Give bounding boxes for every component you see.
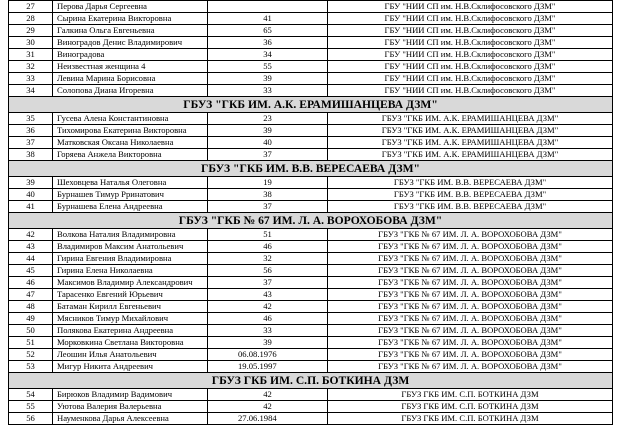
organization-name: ГБУЗ "ГКБ № 67 ИМ. Л. А. ВОРОХОБОВА ДЗМ" xyxy=(328,325,613,337)
row-number: 44 xyxy=(9,253,53,265)
age-value: 43 xyxy=(208,289,328,301)
age-value: 37 xyxy=(208,149,328,161)
person-name: Морковкина Светлана Викторовна xyxy=(53,337,208,349)
person-name: Батаман Кирилл Евгеньевич xyxy=(53,301,208,313)
person-name: Волкова Наталия Владимировна xyxy=(53,229,208,241)
section-header-row xyxy=(9,161,613,177)
table-row xyxy=(9,277,613,289)
birth-date: 19.05.1997 xyxy=(208,361,328,373)
organization-name: ГБУЗ "ГКБ № 67 ИМ. Л. А. ВОРОХОБОВА ДЗМ" xyxy=(328,229,613,241)
person-name: Бирюков Владимир Вадимович xyxy=(53,389,208,401)
row-number: 38 xyxy=(9,149,53,161)
organization-name: ГБУЗ "ГКБ ИМ. В.В. ВЕРЕСАЕВА ДЗМ" xyxy=(328,201,613,213)
table-row xyxy=(9,201,613,213)
table-row xyxy=(9,349,613,361)
person-name: Максимов Владимир Александрович xyxy=(53,277,208,289)
organization-name: ГБУЗ "ГКБ ИМ. В.В. ВЕРЕСАЕВА ДЗМ" xyxy=(328,177,613,189)
organization-name: ГБУ "НИИ СП им. Н.В.Склифосовского ДЗМ" xyxy=(328,37,613,49)
table-row xyxy=(9,25,613,37)
organization-name: ГБУЗ "ГКБ ИМ. А.К. ЕРАМИШАНЦЕВА ДЗМ" xyxy=(328,149,613,161)
row-number: 31 xyxy=(9,49,53,61)
age-value: 55 xyxy=(208,61,328,73)
organization-name: ГБУЗ "ГКБ ИМ. В.В. ВЕРЕСАЕВА ДЗМ" xyxy=(328,189,613,201)
person-name: Владимиров Максим Анатольевич xyxy=(53,241,208,253)
age-value: 37 xyxy=(208,201,328,213)
table-row xyxy=(9,413,613,425)
age-value: 38 xyxy=(208,189,328,201)
person-name: Леошин Илья Анатольевич xyxy=(53,349,208,361)
table-row xyxy=(9,73,613,85)
organization-name: ГБУЗ "ГКБ № 67 ИМ. Л. А. ВОРОХОБОВА ДЗМ" xyxy=(328,265,613,277)
organization-name: ГБУЗ ГКБ ИМ. С.П. БОТКИНА ДЗМ xyxy=(328,401,613,413)
row-number: 48 xyxy=(9,301,53,313)
table-row xyxy=(9,301,613,313)
organization-name: ГБУ "НИИ СП им. Н.В.Склифосовского ДЗМ" xyxy=(328,61,613,73)
age-value: 65 xyxy=(208,25,328,37)
table-row xyxy=(9,149,613,161)
row-number: 33 xyxy=(9,73,53,85)
section-header-row xyxy=(9,213,613,229)
table-row xyxy=(9,49,613,61)
table-row xyxy=(9,85,613,97)
table-row xyxy=(9,229,613,241)
person-name: Тарасенко Евгений Юрьевич xyxy=(53,289,208,301)
table-row xyxy=(9,265,613,277)
table-row xyxy=(9,177,613,189)
age-value: 46 xyxy=(208,313,328,325)
table-row xyxy=(9,313,613,325)
row-number: 39 xyxy=(9,177,53,189)
person-name: Бурнашева Елена Андреевна xyxy=(53,201,208,213)
organization-name: ГБУ "НИИ СП им. Н.В.Склифосовского ДЗМ" xyxy=(328,49,613,61)
table-row xyxy=(9,253,613,265)
person-name: Сырина Екатерина Викторовна xyxy=(53,13,208,25)
age-value: 39 xyxy=(208,73,328,85)
age-value xyxy=(208,1,328,13)
section-header: ГБУЗ "ГКБ ИМ. В.В. ВЕРЕСАЕВА ДЗМ" xyxy=(9,161,613,177)
person-name: Полякова Екатерина Андреевна xyxy=(53,325,208,337)
birth-date: 27.06.1984 xyxy=(208,413,328,425)
row-number: 34 xyxy=(9,85,53,97)
age-value: 42 xyxy=(208,389,328,401)
row-number: 37 xyxy=(9,137,53,149)
organization-name: ГБУ "НИИ СП им. Н.В.Склифосовского ДЗМ" xyxy=(328,25,613,37)
age-value: 19 xyxy=(208,177,328,189)
person-name: Виноградова xyxy=(53,49,208,61)
row-number: 55 xyxy=(9,401,53,413)
row-number: 46 xyxy=(9,277,53,289)
age-value: 42 xyxy=(208,401,328,413)
age-value: 46 xyxy=(208,241,328,253)
document-sheet xyxy=(8,0,612,425)
table-row xyxy=(9,401,613,413)
row-number: 45 xyxy=(9,265,53,277)
organization-name: ГБУЗ "ГКБ № 67 ИМ. Л. А. ВОРОХОБОВА ДЗМ" xyxy=(328,361,613,373)
row-number: 43 xyxy=(9,241,53,253)
person-name: Мигур Никита Андреевич xyxy=(53,361,208,373)
row-number: 51 xyxy=(9,337,53,349)
person-name: Левина Марина Борисовна xyxy=(53,73,208,85)
table-row xyxy=(9,125,613,137)
organization-name: ГБУЗ "ГКБ № 67 ИМ. Л. А. ВОРОХОБОВА ДЗМ" xyxy=(328,313,613,325)
age-value: 40 xyxy=(208,137,328,149)
table-row xyxy=(9,289,613,301)
organization-name: ГБУЗ "ГКБ № 67 ИМ. Л. А. ВОРОХОБОВА ДЗМ" xyxy=(328,277,613,289)
person-name: Матковская Оксана Николаевна xyxy=(53,137,208,149)
table-row xyxy=(9,325,613,337)
row-number: 29 xyxy=(9,25,53,37)
row-number: 47 xyxy=(9,289,53,301)
table-row xyxy=(9,37,613,49)
row-number: 28 xyxy=(9,13,53,25)
section-header: ГБУЗ "ГКБ № 67 ИМ. Л. А. ВОРОХОБОВА ДЗМ" xyxy=(9,213,613,229)
age-value: 33 xyxy=(208,325,328,337)
age-value: 37 xyxy=(208,277,328,289)
age-value: 32 xyxy=(208,253,328,265)
age-value: 41 xyxy=(208,13,328,25)
table-row xyxy=(9,189,613,201)
organization-name: ГБУ "НИИ СП им. Н.В.Склифосовского ДЗМ" xyxy=(328,1,613,13)
age-value: 23 xyxy=(208,113,328,125)
age-value: 36 xyxy=(208,37,328,49)
table-row xyxy=(9,137,613,149)
person-name: Гирина Елена Николаевна xyxy=(53,265,208,277)
person-name: Бурнашев Тимур Рринатович xyxy=(53,189,208,201)
person-name: Тихомирова Екатерина Викторовна xyxy=(53,125,208,137)
row-number: 32 xyxy=(9,61,53,73)
age-value: 33 xyxy=(208,85,328,97)
row-number: 41 xyxy=(9,201,53,213)
table-row xyxy=(9,13,613,25)
age-value: 34 xyxy=(208,49,328,61)
birth-date: 06.08.1976 xyxy=(208,349,328,361)
organization-name: ГБУЗ "ГКБ ИМ. А.К. ЕРАМИШАНЦЕВА ДЗМ" xyxy=(328,125,613,137)
organization-name: ГБУЗ "ГКБ ИМ. А.К. ЕРАМИШАНЦЕВА ДЗМ" xyxy=(328,113,613,125)
person-name: Гусева Алена Константиновна xyxy=(53,113,208,125)
organization-name: ГБУ "НИИ СП им. Н.В.Склифосовского ДЗМ" xyxy=(328,13,613,25)
row-number: 54 xyxy=(9,389,53,401)
person-name: Солопова Диана Игоревна xyxy=(53,85,208,97)
row-number: 53 xyxy=(9,361,53,373)
organization-name: ГБУЗ ГКБ ИМ. С.П. БОТКИНА ДЗМ xyxy=(328,413,613,425)
age-value: 51 xyxy=(208,229,328,241)
table-row xyxy=(9,61,613,73)
organization-name: ГБУЗ "ГКБ № 67 ИМ. Л. А. ВОРОХОБОВА ДЗМ" xyxy=(328,301,613,313)
age-value: 39 xyxy=(208,125,328,137)
person-name: Шеховцева Наталья Олеговна xyxy=(53,177,208,189)
row-number: 27 xyxy=(9,1,53,13)
organization-name: ГБУЗ "ГКБ № 67 ИМ. Л. А. ВОРОХОБОВА ДЗМ" xyxy=(328,337,613,349)
age-value: 56 xyxy=(208,265,328,277)
organization-name: ГБУ "НИИ СП им. Н.В.Склифосовского ДЗМ" xyxy=(328,85,613,97)
participants-table-body xyxy=(9,1,613,425)
person-name: Горяева Анжела Викторовна xyxy=(53,149,208,161)
row-number: 52 xyxy=(9,349,53,361)
organization-name: ГБУЗ "ГКБ № 67 ИМ. Л. А. ВОРОХОБОВА ДЗМ" xyxy=(328,241,613,253)
row-number: 40 xyxy=(9,189,53,201)
person-name: Мясников Тимур Михайлович xyxy=(53,313,208,325)
person-name: Уютова Валерия Валерьевна xyxy=(53,401,208,413)
age-value: 39 xyxy=(208,337,328,349)
section-header-row xyxy=(9,97,613,113)
table-row xyxy=(9,241,613,253)
organization-name: ГБУ "НИИ СП им. Н.В.Склифосовского ДЗМ" xyxy=(328,73,613,85)
section-header: ГБУЗ "ГКБ ИМ. А.К. ЕРАМИШАНЦЕВА ДЗМ" xyxy=(9,97,613,113)
person-name: Галкина Ольга Евгеньевна xyxy=(53,25,208,37)
table-row xyxy=(9,361,613,373)
organization-name: ГБУЗ "ГКБ № 67 ИМ. Л. А. ВОРОХОБОВА ДЗМ" xyxy=(328,289,613,301)
organization-name: ГБУЗ ГКБ ИМ. С.П. БОТКИНА ДЗМ xyxy=(328,389,613,401)
table-row xyxy=(9,389,613,401)
organization-name: ГБУЗ "ГКБ № 67 ИМ. Л. А. ВОРОХОБОВА ДЗМ" xyxy=(328,253,613,265)
person-name: Перова Дарья Сергеевна xyxy=(53,1,208,13)
organization-name: ГБУЗ "ГКБ № 67 ИМ. Л. А. ВОРОХОБОВА ДЗМ" xyxy=(328,349,613,361)
row-number: 56 xyxy=(9,413,53,425)
row-number: 30 xyxy=(9,37,53,49)
row-number: 35 xyxy=(9,113,53,125)
age-value: 42 xyxy=(208,301,328,313)
section-header-row xyxy=(9,373,613,389)
person-name: Неизвестная женщина 4 xyxy=(53,61,208,73)
row-number: 42 xyxy=(9,229,53,241)
row-number: 49 xyxy=(9,313,53,325)
participants-table xyxy=(8,0,613,425)
row-number: 50 xyxy=(9,325,53,337)
table-row xyxy=(9,113,613,125)
row-number: 36 xyxy=(9,125,53,137)
table-row xyxy=(9,1,613,13)
section-header: ГБУЗ ГКБ ИМ. С.П. БОТКИНА ДЗМ xyxy=(9,373,613,389)
person-name: Науменкова Дарья Алексеевна xyxy=(53,413,208,425)
organization-name: ГБУЗ "ГКБ ИМ. А.К. ЕРАМИШАНЦЕВА ДЗМ" xyxy=(328,137,613,149)
person-name: Виноградов Денис Владимирович xyxy=(53,37,208,49)
table-row xyxy=(9,337,613,349)
person-name: Гирина Евгения Владимировна xyxy=(53,253,208,265)
